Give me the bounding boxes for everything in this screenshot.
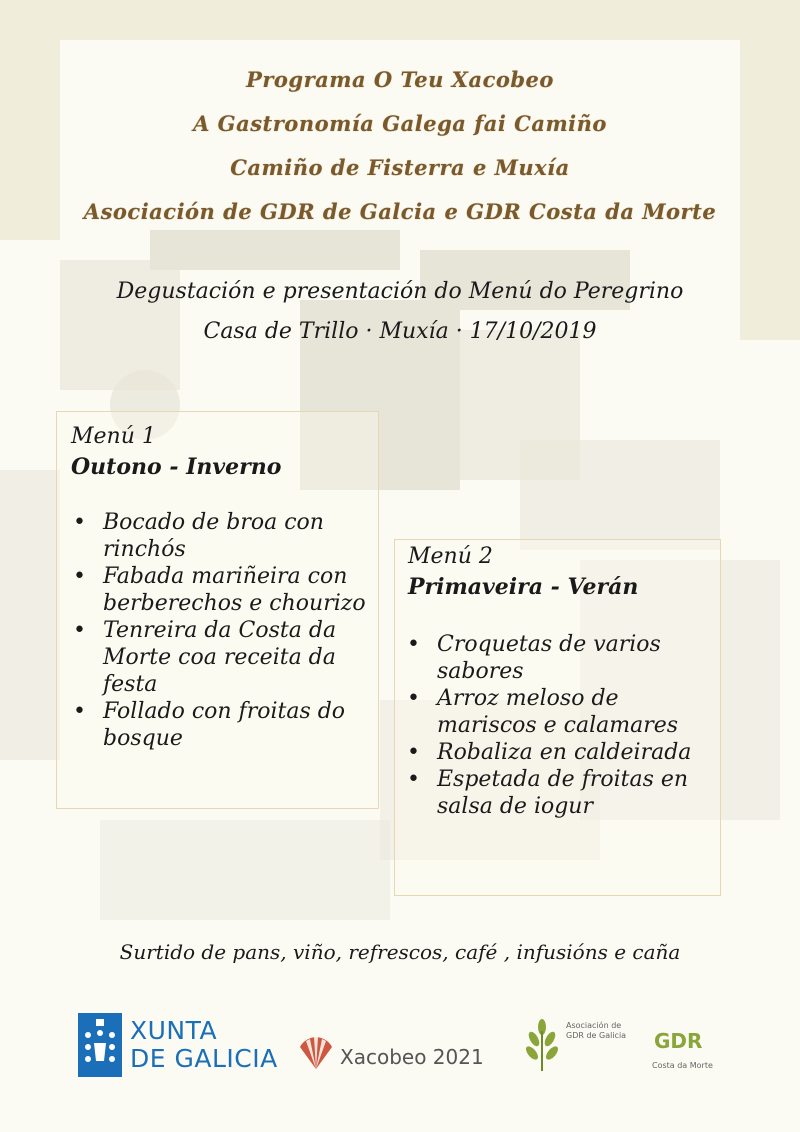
gdr-subtitle: Costa da Morte (652, 1061, 713, 1070)
menu-1-heading (71, 422, 281, 482)
gdr-wordmark: GDR (654, 1029, 703, 1053)
menu-1-item: • Bocado de broa con rinchós (71, 509, 371, 563)
menu-1-item: • Follado con froitas do bosque (71, 698, 371, 752)
xacobeo-wordmark: Xacobeo 2021 (340, 1045, 484, 1069)
menu-2-box (394, 539, 721, 896)
menu-2-item: • Croquetas de varios sabores (405, 631, 717, 685)
xunta-line-2: DE GALICIA (130, 1044, 278, 1073)
included-extras: Surtido de pans, viño, refrescos, café , infusións e caña (119, 940, 681, 964)
menu-2-item: • Robaliza en caldeirada (405, 739, 717, 766)
event-details: Casa de Trillo · Muxía · 17/10/2019 (203, 319, 597, 344)
menu-1-items (71, 509, 371, 752)
menu-1-box (56, 411, 379, 809)
xunta-shield-icon (78, 1013, 122, 1077)
program-subtitle: A Gastronomía Galega fai Camiño (193, 111, 607, 136)
wheat-leaves-icon (520, 1017, 564, 1073)
menu-2-item: • Espetada de froitas en salsa de iogur (405, 766, 717, 820)
organizers: Asociación de GDR de Galcia e GDR Costa da Morte (83, 199, 717, 224)
asociacion-wordmark: Asociación de GDR de Galicia (566, 1021, 627, 1040)
program-header (0, 58, 800, 234)
xunta-line-1: XUNTA (130, 1016, 218, 1045)
menu-2-heading (408, 542, 638, 602)
xunta-logo (78, 1013, 288, 1085)
menu-1-title: Menú 1 (71, 424, 156, 449)
xacobeo-logo (296, 1033, 506, 1083)
menu-1-item: • Fabada mariñeira con berberechos e chourizo (71, 563, 371, 617)
menu-2-item: • Arroz meloso de mariscos e calamares (405, 685, 717, 739)
program-title: Programa O Teu Xacobeo (246, 67, 554, 92)
event-title: Degustación e presentación do Menú do Peregrino (116, 279, 684, 304)
menu-1-item: • Tenreira da Costa da Morte coa receita da festa (71, 617, 371, 698)
menu-2-items (405, 631, 717, 820)
event-info (0, 272, 800, 352)
sponsor-logos (0, 1005, 800, 1095)
menu-2-season: Primaveira - Verán (408, 574, 639, 600)
xunta-wordmark (130, 1017, 278, 1073)
menu-2-title: Menú 2 (408, 544, 493, 569)
gdr-costa-da-morte-logo (650, 1023, 740, 1083)
route-name: Camiño de Fisterra e Muxía (230, 155, 570, 180)
scallop-shell-icon (296, 1033, 336, 1073)
menu-1-season: Outono - Inverno (71, 454, 282, 480)
asociacion-gdr-logo (520, 1017, 630, 1081)
